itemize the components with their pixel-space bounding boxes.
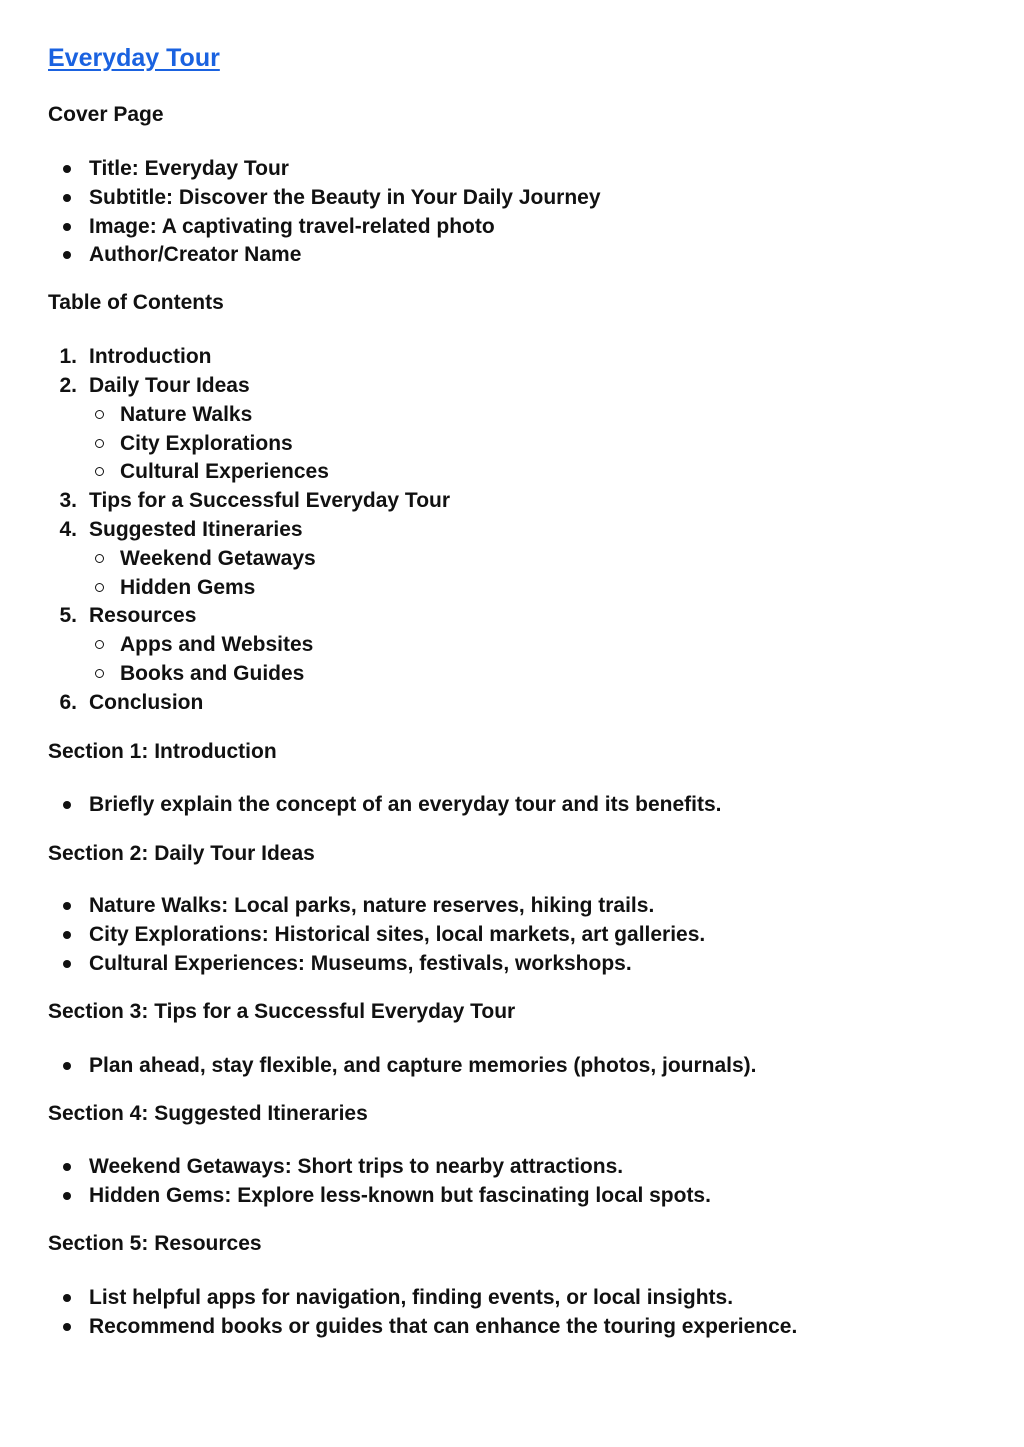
circle-bullet-icon [95, 640, 104, 649]
toc-item: 2. Daily Tour Ideas [59, 374, 250, 397]
bullet-icon [63, 165, 71, 173]
bullet-icon [63, 1294, 71, 1302]
bullet-icon [63, 902, 71, 910]
toc-subitem: City Explorations [120, 430, 293, 458]
section-item: Plan ahead, stay flexible, and capture memories (photos, journals). [89, 1052, 757, 1080]
circle-bullet-icon [95, 467, 104, 476]
circle-bullet-icon [95, 554, 104, 563]
bullet-icon [63, 194, 71, 202]
toc-item: 1. Introduction [59, 345, 212, 368]
section-item: Nature Walks: Local parks, nature reserves, hiking trails. [89, 892, 654, 920]
circle-bullet-icon [95, 439, 104, 448]
cover-item: Title: Everyday Tour [89, 155, 289, 183]
bullet-icon [63, 251, 71, 259]
cover-item: Subtitle: Discover the Beauty in Your Daily Journey [89, 184, 601, 212]
bullet-icon [63, 960, 71, 968]
bullet-icon [63, 1163, 71, 1171]
bullet-icon [63, 223, 71, 231]
section-item: Weekend Getaways: Short trips to nearby attractions. [89, 1153, 623, 1181]
section-item: Cultural Experiences: Museums, festivals, workshops. [89, 950, 632, 978]
cover-item: Author/Creator Name [89, 241, 301, 269]
bullet-icon [63, 1323, 71, 1331]
toc-subitem: Nature Walks [120, 401, 252, 429]
circle-bullet-icon [95, 583, 104, 592]
bullet-icon [63, 801, 71, 809]
toc-item: 6. Conclusion [59, 691, 204, 714]
section-heading: Section 1: Introduction [48, 740, 277, 763]
section-item: City Explorations: Historical sites, local markets, art galleries. [89, 921, 705, 949]
section-item: Hidden Gems: Explore less-known but fascinating local spots. [89, 1182, 711, 1210]
circle-bullet-icon [95, 669, 104, 678]
document-title-link[interactable]: Everyday Tour [48, 44, 220, 72]
section-item: Recommend books or guides that can enhance the touring experience. [89, 1313, 797, 1341]
toc-item: 4. Suggested Itineraries [59, 518, 303, 541]
bullet-icon [63, 1192, 71, 1200]
section-heading: Section 2: Daily Tour Ideas [48, 842, 315, 865]
toc-subitem: Hidden Gems [120, 574, 255, 602]
bullet-icon [63, 1062, 71, 1070]
section-heading: Section 4: Suggested Itineraries [48, 1102, 368, 1125]
circle-bullet-icon [95, 410, 104, 419]
toc-item: 3. Tips for a Successful Everyday Tour [59, 489, 451, 512]
section-heading: Section 5: Resources [48, 1232, 262, 1255]
toc-item: 5. Resources [59, 604, 197, 627]
toc-subitem: Weekend Getaways [120, 545, 316, 573]
cover-heading: Cover Page [48, 103, 164, 126]
bullet-icon [63, 931, 71, 939]
toc-heading: Table of Contents [48, 291, 224, 314]
cover-item: Image: A captivating travel-related photo [89, 213, 495, 241]
section-heading: Section 3: Tips for a Successful Everyday Tour [48, 1000, 516, 1023]
toc-subitem: Cultural Experiences [120, 458, 329, 486]
section-item: Briefly explain the concept of an everyday tour and its benefits. [89, 791, 722, 819]
toc-subitem: Books and Guides [120, 660, 304, 688]
toc-subitem: Apps and Websites [120, 631, 313, 659]
section-item: List helpful apps for navigation, finding events, or local insights. [89, 1284, 733, 1312]
